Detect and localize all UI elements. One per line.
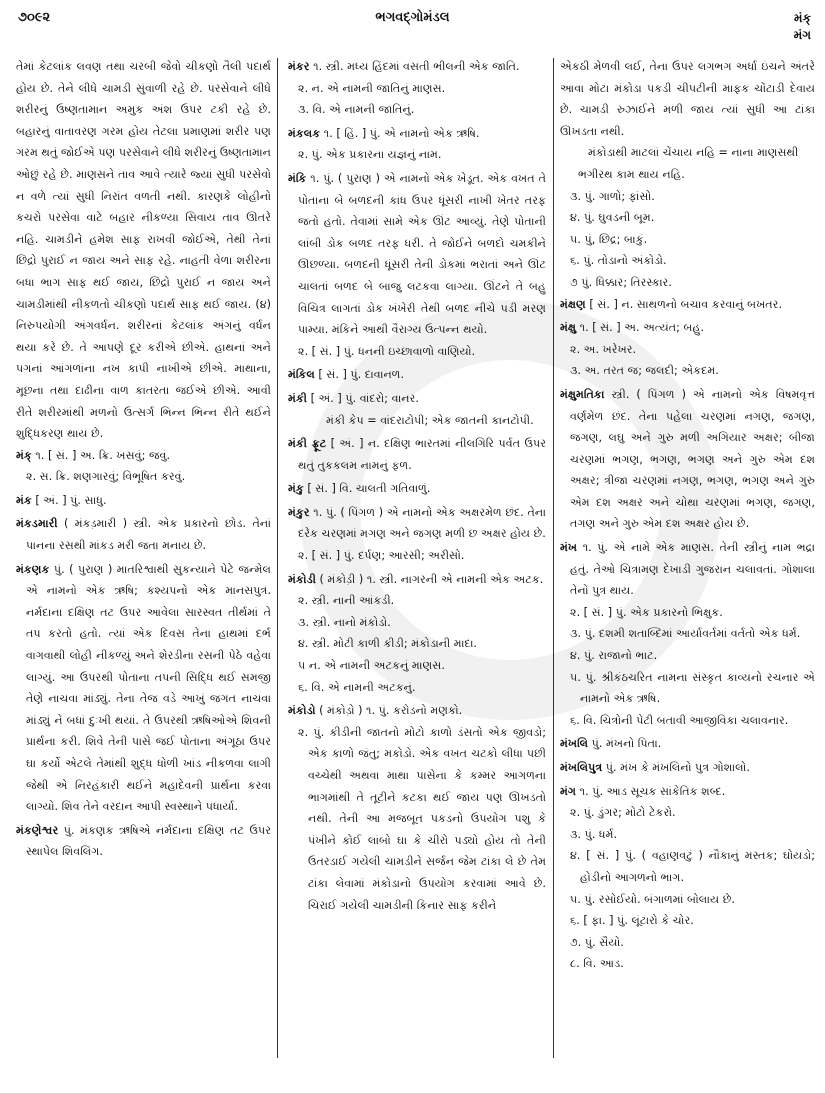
headword: મંક્ષણ: [560, 297, 586, 311]
continuation-text: તેમાં કેટલાંક લવણ તથા ચરબી જેવો ચીકણો તૈલી પદાર્થ હોય છે. તેને લીધે ચામડી સુંવાળી રહે છે. પરસેવાને લીધે શરીરનું ઉષ્ણતામાન અમુક અંશ ઉપર ટકી રહે છે. બહારનું વાતાવરણ ગરમ હોય તેટલા પ્રમાણમાં શરીર પણ ગરમ થતું જોઈએ પણ પરસેવાને લીધે શરીરનું ઉષ્ણતામાન ઓછું રહે છે. માણસને તાવ આવે ત્યારે જ્યાં સુધી પરસેવો ન વળે ત્યાં સુધી નિરાંત વળતી નથી. કારણકે લોહીનો કચરો પરસેવા વાટે બહાર નીકળ્યા સિવાય તાવ ઊતરે નહિ. ચામડીને હમેશ સાફ રાખવી જોઈએ, તેથી તેનાં છિદ્રો પુરાઈ ન જાય અને સાફ રહે. નાહતી વેળા શરીરના બધા ભાગ સાફ થઈ જાય, છિદ્રો પુરાઈ ન જાય અને ચામડીમાંથી નીકળતો ચીકણો પદાર્થ સાફ થઈ જાય. (૪) નિરુપયોગી અંગવર્ધન. શરીરનાં કેટલાંક અંગનું વર્ધન થયા કરે છે. તે આપણે દૂર કરીએ છીએ. હાથનાં અને પગનાં આંગળાંના નખ કાપી નાખીએ છીએ. માથાના, મૂછના તથા દાઢીના વાળ કાતરતા જઈએ છીએ. આવી રીતે શરીરમાંથી મળનો ઉત્સર્ગ ભિન્ન ભિન્ન રીતે થઈને શુદ્ધિકરણ થાય છે.: [16, 60, 271, 441]
dictionary-entry: [288, 364, 546, 386]
guide-words: [794, 10, 811, 44]
dictionary-entry: [560, 733, 815, 755]
headword: મંક્ષુમતિકા: [560, 387, 605, 401]
dictionary-entry: [288, 502, 546, 567]
guide-word-last: મંગ: [793, 28, 811, 42]
definition: ૧. [ સં. ] અ. ક્રિ. ખસવું; જવું.: [35, 448, 171, 462]
headword: મંખલિ: [560, 737, 589, 751]
sense: ૩. પું. દશમી શતાબ્દિમાં આર્યાવર્તમાં વર્તતો એક ધર્મ.: [570, 627, 801, 641]
headword: મંગ: [560, 784, 577, 798]
dictionary-columns: [16, 56, 816, 1086]
definition: [ સં. ] ન. સાથળનો બચાવ કરવાનું બખતર.: [589, 297, 783, 311]
definition: પું. ( પુરાણ ) માતરિશ્વાથી સુકન્યાને પેટે જન્મેલ એ નામનો એક ઋષિ; કશ્યપનો એક માનસપુત્ર. નર્મદાના દક્ષિણ તટ ઉપર આવેલા સારસ્વત તીર્થમાં તે તપ કરતો હતો. ત્યાં એક દિવસ તેના હાથમાં દર્ભ વાગવાથી લોહી નીકળ્યું અને શેરડીના રસની પેઠે વહેવા લાગ્યું. આ ઉપરથી પોતાના તપની સિદ્ધિ થઈ સમજી તેણે નાચવા માંડ્યું. તેના તેજ વડે આખું જગત નાચવા માંડ્યું ને બધાં દુઃખી થયાં. તે ઉપરથી ઋષિઓએ શિવની પ્રાર્થના કરી. શિવે તેની પાસે જઈ પોતાના અંગૂઠા ઉપર ઘા કર્યો એટલે તેમાંથી શુદ્ધ ધોળી ખાંડ નીકળવા લાગી જેથી એ નિરહંકારી થઈને મહાદેવની પ્રાર્થના કરવા લાગ્યો. શિવ તેને વરદાન આપી સ્વસ્થાને પધાર્યા.: [26, 562, 271, 814]
sense: ૨. [ સં. ] પું. એક પ્રકારનો ભિક્ષુક.: [570, 605, 723, 619]
dictionary-entry: [288, 569, 546, 699]
page-header: [0, 8, 825, 48]
dictionary-entry: [288, 700, 546, 916]
headword: મંકણેશ્વર: [16, 823, 59, 837]
sense: ૪. પું. રાજાનો ભાટ.: [570, 649, 658, 663]
sense: ૫. પું, છિદ્ર; બાકું.: [570, 232, 648, 246]
definition: ૧. પું. આડ સૂચક સાંકેતિક શબ્દ.: [579, 784, 726, 798]
dictionary-entry: [288, 56, 546, 121]
definition: ૧. સ્ત્રી. મધ્ય હિંદમાં વસતી ભીલની એક જાતિ.: [313, 60, 520, 73]
sense: ૨. પું. એક પ્રકારના યજ્ઞનું નામ.: [298, 148, 442, 162]
sense: ૩. પું. ગાળો; ફાંસો.: [570, 189, 655, 203]
sense: ૭. પું. સૈયો.: [570, 935, 624, 949]
sense: ૫. પું. રસોઈયો. બંગાળમાં બોલાય છે.: [570, 892, 735, 906]
headword: મંકણક: [16, 562, 50, 576]
dictionary-entry: [288, 168, 546, 362]
dictionary-entry: [16, 559, 271, 818]
column-2: [288, 56, 546, 918]
headword: મંકર: [288, 60, 310, 73]
dictionary-entry: [16, 490, 271, 512]
dictionary-entry: [288, 478, 546, 500]
dictionary-entry: [560, 317, 815, 382]
column-1: [16, 56, 271, 865]
definition: [ અં. ] ન. દક્ષિણ ભારતમાં નીલગિરિ પર્વત ઉપર થતું તુકકલમ નામનું ફળ.: [298, 437, 546, 472]
headword: મંખલિપુત્ર: [560, 761, 603, 774]
definition: [ સં. ] પું. દાવાનળ.: [318, 368, 405, 382]
headword: મંખ: [560, 541, 578, 555]
definition: સ્ત્રી. ( પિંગળ ) એ નામનો એક વિષમવૃત્ત વર્ણમેળ છંદ. તેના પહેલા ચરણમાં નગણ, જગણ, જગણ, લઘુ અને ગુરુ મળી અગિયાર અક્ષર; બીજા ચરણમાં ભગણ, ભગણ, ભગણ અને ગુરુ એમ દશ અક્ષર; ત્રીજા ચરણમાં નગણ, ભગણ, ભગણ અને ગુરુ એમ દશ અક્ષર અને ચોથા ચરણમાં ભગણ, જગણ, તગણ અને ગુરુ એમ દશ અક્ષર હોય છે.: [570, 387, 816, 531]
dictionary-entry: [560, 294, 815, 316]
sense: ૨. [ સં. ] પું. દર્પણ; આરસી; અરીસો.: [298, 549, 465, 563]
dictionary-entry: [288, 123, 546, 166]
dictionary-entry: [560, 757, 815, 779]
sense: ૩. અ. તરત જ; જલદી; એકદમ.: [570, 364, 719, 378]
definition: ( મંકડ઼મારી ) સ્ત્રી. એક પ્રકારનો છોડ. તેનાં પાનના રસથી માંકડ મરી જતા મનાય છે.: [26, 517, 271, 553]
definition: ૧. [ હિં. ] પું. એ નામનો એક ઋષિ.: [323, 126, 480, 140]
sense: ૨. [ સં. ] પું. ધનની ઇચ્છાવાળો વાણિયો.: [298, 344, 476, 358]
definition: પું. મંખનો પિતા.: [591, 737, 662, 751]
definition: ૧. પું. એ નામે એક માણસ. તેની સ્ત્રીનું નામ ભદ્રા હતું. તેઓ ચિત્રામણ દેખાડી ગુજરાન ચલાવતાં. ગોશાલા તેનો પુત્ર થાય.: [570, 541, 815, 598]
sense: ૨. પું. ડુંગર; મોટો ટેકરો.: [570, 806, 676, 820]
sense: ૪. પું. ઘુવડની બૂમ.: [570, 211, 655, 225]
sense: ૮. વિ. આડ.: [570, 957, 624, 971]
headword: મંકી: [288, 391, 307, 405]
headword: મંકોડી: [288, 572, 316, 586]
headword: મંકોડો: [288, 704, 316, 718]
sense: ૩. પું. ધર્મ.: [570, 827, 618, 841]
continuation-text: એકઠી મેળવી લઈ, તેના ઉપર લગભગ અર્ધા ઇંચને અંતરે આવા મોટા મંકોડા પકડી ચીપટીની માફક ચોંટાડી દેવાય છે. ચામડી રુઝાઈને મળી જાય ત્યાં સુધી આ ટાંકા ઊખડતા નથી.: [560, 60, 815, 138]
sense: ૪. સ્ત્રી. મોટી કાળી કીડી; મંકોડાની માદા.: [298, 637, 477, 651]
sense: ૫ ન. એ નામની અટકનું માણસ.: [298, 659, 445, 673]
column-divider: [553, 58, 554, 1058]
column-divider: [277, 58, 278, 1058]
definition: [ અં. ] પું. વાંદરો; વાનર.: [310, 391, 419, 405]
headword: મંકી ફ્રૂટ: [288, 437, 327, 451]
running-title: ભગવદ્‌ગોમંડલ: [375, 10, 450, 25]
sense: ૬. વિ. ચિત્રોની પેટી બતાવી આજીવિકા ચલાવનાર.: [570, 713, 789, 727]
sense: ૬. પું. તોડાનો અંકોડો.: [570, 254, 667, 268]
sense: ૫. પું. શ્રીકંઠચરિત નામના સંસ્કૃત કાવ્યનો રચનાર એ નામનો એક ઋષિ.: [570, 670, 815, 706]
sense: ૬. [ ફા. ] પું. લૂંટારો કે ચોર.: [570, 914, 694, 928]
dictionary-entry: [16, 820, 271, 863]
sense: ૬. વિ. એ નામની અટકનું.: [298, 680, 416, 694]
definition: ( મંકોડ઼ો ) ૧. પું. કરોડનો મણકો.: [319, 704, 463, 718]
dictionary-entry: [288, 388, 546, 431]
headword: મંકુર: [288, 505, 310, 519]
guide-word-first: મંક્: [794, 11, 811, 25]
headword: મંક્ષુ: [560, 321, 577, 335]
headword: મંક્: [16, 448, 32, 462]
sense: ૨. સ. ક્રિ. શણગારવું; વિભૂષિત કરવું.: [26, 470, 186, 484]
sense: ૩. સ્ત્રી. નાનો મંકોડો.: [298, 615, 391, 629]
headword: મંકલક: [288, 126, 321, 140]
definition: [ સં. ] વિ. ચાલતી ગતિવાળું.: [307, 482, 431, 496]
definition: ૧. પું. ( પિંગળ ) એ નામનો એક અક્ષરમેળ છંદ. તેના દરેક ચરણમાં મગણ અને જગણ મળી છ અક્ષર હોય છે.: [298, 505, 546, 541]
sense: ૨. અ. ખરેખર.: [570, 342, 637, 356]
headword: મંકિલ: [288, 368, 315, 382]
dictionary-entry: [560, 537, 815, 731]
sense: ૨. સ્ત્રી. નાની આંકડી.: [298, 594, 395, 608]
sense: ૩. વિ. એ નામની જાતિનું.: [298, 103, 415, 117]
headword: મંકિ: [288, 171, 307, 185]
definition: પું. મંખ કે મંખલિનો પુત્ર ગોશાલો.: [605, 761, 750, 774]
sense: ૨. ન. એ નામની જાતિનું માણસ.: [298, 81, 446, 95]
definition: પું. મંકણક ઋષિએ નર્મદાના દક્ષિણ તટ ઉપર સ્થાપેલ શિવલિંગ.: [26, 823, 272, 859]
headword: મંકુ: [288, 482, 304, 496]
definition: [ અં. ] પું. સાધુ.: [35, 493, 107, 507]
sense: ૭ પું. ધિક્કાર; તિરસ્કાર.: [570, 275, 672, 289]
dictionary-entry: [16, 445, 271, 488]
definition: ( મંકોડ઼ી ) ૧. સ્ત્રી. નાગરની એ નામની એક અટક.: [319, 572, 544, 586]
dictionary-entry: [560, 781, 815, 975]
dictionary-entry: [288, 433, 546, 476]
dictionary-entry: [16, 513, 271, 556]
usage-example: મંકોડાથી માટલાં ચેંચાય નહિ = નાના માણસથી ભગીરથ કામ થાય નહિ.: [578, 146, 799, 181]
definition: ૧. પું. ( પુરાણ ) એ નામનો એક ખેડૂત. એક વખત તે પોતાના બે બળદની કાંધ ઉપર ધૂંસરી નાખી ખેતર તરફ જતો હતો. તેવામાં સામે એક ઊંટ આવ્યું. તેણે પોતાની લાંબી ડોક બળદ તરફ ધરી. તે જોઈને બળદો ચમકીને ઊછળ્યા. બળદની ધૂંસરી તેની ડોકમાં ભરાતાં અને ઊંટ ચાલતાં બળદ બે બાજુ લટકવા લાગ્યા. ઊંટને તે બહુ વિચિત્ર લાગતાં ડોક ખંખેરી તેથી બળદ નીચે પડી મરણ પામ્યા. મંકિને આથી વૈરાગ્ય ઉત્પન્ન થયો.: [298, 171, 546, 337]
column-3: [560, 56, 815, 977]
sense: ૪. [ સં. ] પું. ( વહાણવટું ) નૌકાનું મસ્તક; ઘોયડો; હોડીનો આગળનો ભાગ.: [570, 849, 815, 884]
sense: ૨. પું. કીડીની જાતનો મોટો કાળો ડંસતો એક જીવડો; એક કાળો જંતુ; મકોડો. એક વખત ચટકો લીધા પછી વચ્ચેથી અથવા માથા પાસેના કે કમ્મર આગળના ભાગમાંથી તે તૂટીને કટકા થઈ જાય પણ ઊખડતો નથી. તેની આ મજબૂત પકડનો ઉપયોગ પશુ કે પંખીને કોઈ લાંબો ઘા કે ચીરો પડ્યો હોય તો તેની ઉતરડાઈ ગયેલી ચામડીને સર્જન જેમ ટાંકા લે છે તેમ ટાંકા લેવામાં મંકોડાનો ઉપયોગ કરવામાં આવે છે. ચિરાઈ ગયેલી ચામડીની કિનાર સાફ કરીને: [298, 725, 546, 912]
headword: મંકડમારી: [16, 517, 58, 531]
definition: ૧. [ સં. ] અ. અત્યંત; બહુ.: [579, 321, 704, 335]
dictionary-entry: [560, 384, 815, 535]
headword: મંક: [16, 493, 32, 507]
usage-example: મંકી કેપ = વાંદરાટોપી; એક જાતની કાનટોપી.: [326, 413, 534, 427]
page-number: ૭૦૯૨: [18, 10, 51, 25]
